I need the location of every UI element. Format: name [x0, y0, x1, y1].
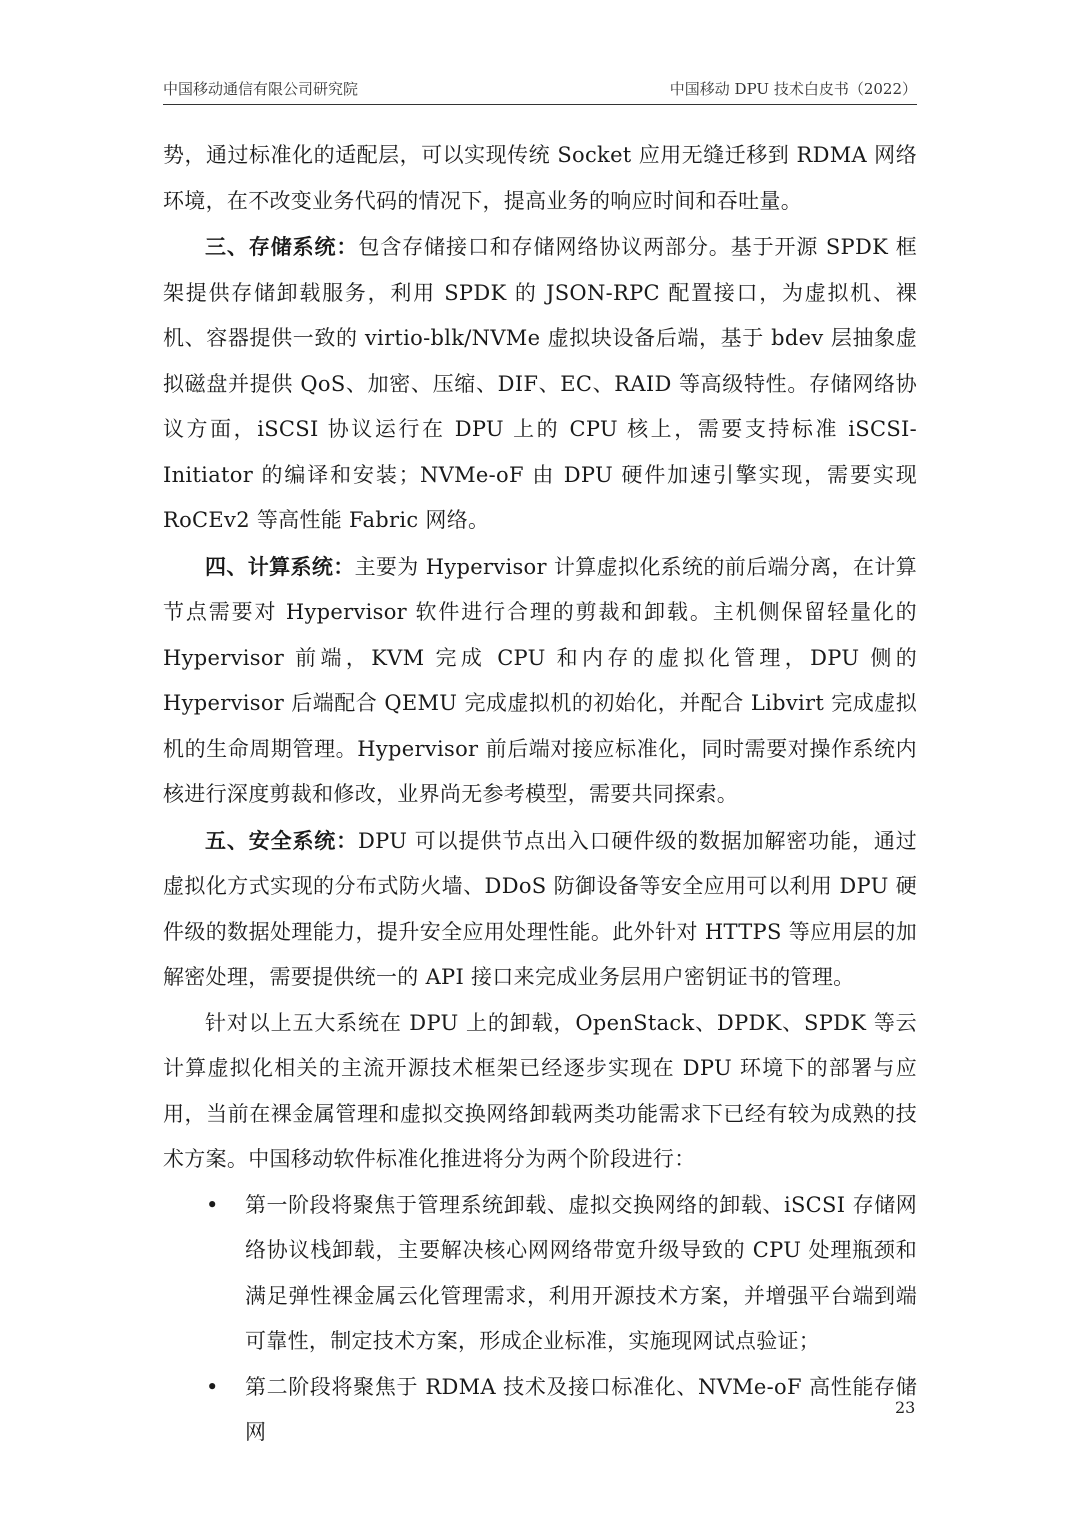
header-organization: 中国移动通信有限公司研究院	[163, 80, 359, 98]
compute-heading: 四、计算系统：	[205, 553, 355, 579]
paragraph-continuation: 势，通过标准化的适配层，可以实现传统 Socket 应用无缝迁移到 RDMA 网络环境，在不改变业务代码的情况下，提高业务的响应时间和吞吐量。	[163, 143, 917, 213]
bullet-marker: •	[206, 1192, 219, 1217]
compute-text: 主要为 Hypervisor 计算虚拟化系统的前后端分离，在计算节点需要对 Hypervisor 软件进行合理的剪裁和卸载。主机侧保留轻量化的 Hypervisor 前端，KVM 完成 CPU 和内存的虚拟化管理，DPU 侧的 Hypervisor 后端配合 QEMU 完成虚拟机的初始化，并配合 Libvirt 完成虚拟机的生命周期管理。Hypervisor 前后端对接应标准化，同时需要对操作系统内核进行深度剪裁和修改，业界尚无参考模型，需要共同探索。	[163, 554, 917, 806]
paragraph-storage	[163, 224, 917, 544]
bullet-marker: •	[206, 1374, 219, 1399]
security-text: DPU 可以提供节点出入口硬件级的数据加解密功能，通过虚拟化方式实现的分布式防火墙、DDoS 防御设备等安全应用可以利用 DPU 硬件级的数据处理能力，提升安全应用处理性能。此外针对 HTTPS 等应用层的加解密处理，需要提供统一的 API 接口来完成业务层用户密钥证书的管理。	[163, 828, 917, 989]
paragraph-compute	[163, 544, 917, 818]
header-document-title: 中国移动 DPU 技术白皮书（2022）	[669, 80, 917, 98]
phase-1-text: 第一阶段将聚焦于管理系统卸载、虚拟交换网络的卸载、iSCSI 存储网络协议栈卸载，主要解决核心网网络带宽升级导致的 CPU 处理瓶颈和满足弹性裸金属云化管理需求，利用开源技术方案，并增强平台端到端可靠性，制定技术方案，形成企业标准，实施现网试点验证；	[245, 1192, 917, 1353]
storage-text: 包含存储接口和存储网络协议两部分。基于开源 SPDK 框架提供存储卸载服务，利用 SPDK 的 JSON-RPC 配置接口，为虚拟机、裸机、容器提供一致的 virtio-blk/NVMe 虚拟块设备后端，基于 bdev 层抽象虚拟磁盘并提供 QoS、加密、压缩、DIF、EC、RAID 等高级特性。存储网络协议方面，iSCSI 协议运行在 DPU 上的 CPU 核上，需要支持标准 iSCSI-Initiator 的编译和安装；NVMe-oF 由 DPU 硬件加速引擎实现，需要实现 RoCEv2 等高性能 Fabric 网络。	[163, 235, 917, 532]
paragraph-security	[163, 818, 917, 1001]
list-item-phase-1	[163, 1183, 917, 1365]
storage-heading: 三、存储系统：	[205, 234, 359, 259]
phase-list	[163, 1183, 917, 1456]
paragraph-summary: 针对以上五大系统在 DPU 上的卸载，OpenStack、DPDK、SPDK 等云计算虚拟化相关的主流开源技术框架已经逐步实现在 DPU 环境下的部署与应用，当前在裸金属管理和虚拟交换网络卸载两类功能需求下已经有较为成熟的技术方案。中国移动软件标准化推进将分为两个阶段进行：	[163, 1010, 917, 1171]
security-heading: 五、安全系统：	[205, 827, 359, 853]
page-body	[163, 133, 917, 1456]
page-header	[163, 74, 917, 105]
list-item-phase-2	[163, 1365, 917, 1456]
page-number: 23	[895, 1398, 916, 1417]
phase-2-text: 第二阶段将聚焦于 RDMA 技术及接口标准化、NVMe-oF 高性能存储网	[245, 1374, 917, 1444]
